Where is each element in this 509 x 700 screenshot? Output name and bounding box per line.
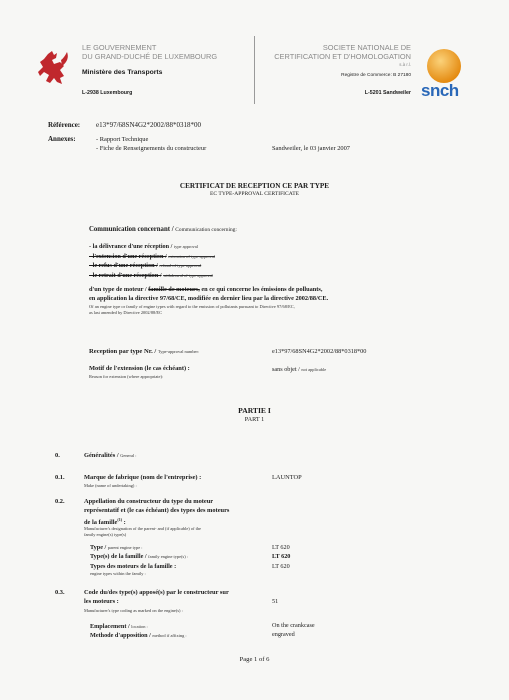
marking-method-label: Methode d'apposition / method if affixing :: [90, 632, 187, 639]
reference-value: e13*97/68SN4G2*2002/88*0318*00: [96, 121, 201, 129]
motif-label-en: Reason for extension (where appropriate):: [89, 374, 164, 379]
communication-item: - la délivrance d'une réception / type approval: [89, 243, 198, 250]
left-address: L-2938 Luxembourg: [82, 90, 133, 96]
page-number: Page 1 of 6: [239, 656, 270, 663]
reference-label: Référence:: [48, 121, 81, 129]
marking-location-value: On the crankcase: [272, 622, 315, 629]
header-divider: [254, 36, 255, 104]
family-engine-type-value: LT 620: [272, 553, 291, 560]
section-number: 0.2.: [55, 498, 65, 505]
certificate-title-en: EC TYPE-APPROVAL CERTIFICATE: [209, 191, 300, 197]
place-date: Sandweiler, le 03 janvier 2007: [272, 145, 351, 152]
government-title: LE GOUVERNEMENT DU GRAND-DUCHÉ DE LUXEMBOURG: [82, 43, 218, 61]
communication-item-struck: - le retrait d'une réception / withdrawal of type approval: [89, 271, 213, 279]
type-code-value: 51: [272, 598, 279, 605]
section-title: Marque de fabrique (nom de l'entreprise) :: [84, 474, 202, 481]
section-number: 0.1.: [55, 474, 65, 481]
ministry-name: Ministère des Transports: [82, 69, 163, 76]
right-address: L-5201 Sandweiler: [364, 90, 411, 96]
engine-types-within-family-value: LT 620: [272, 563, 290, 570]
section-number: 0.3.: [55, 589, 65, 596]
annexes-list: [96, 135, 206, 153]
section-title-en: Manufacturer's type coding as marked on the engine(s) :: [84, 608, 183, 613]
section-title: Code du/des type(s) apposé(s) par le constructeur sur les moteurs :: [84, 589, 229, 605]
engine-type-statement-en: Of an engine type or family of engine types with regard to the emission of pollutants pursuant to Directive 97/68/EC, as last amended by Directive 2002/88/EC: [89, 304, 295, 315]
communication-item-struck: - l'extension d'une réception / extension of type approval: [89, 252, 215, 260]
annex-item: - Rapport Technique: [96, 136, 149, 143]
registry-number: Registre de Commerce: B 27180: [341, 73, 411, 78]
parent-engine-type-label: Type / parent engine type :: [90, 544, 143, 551]
marking-location-label: Emplacement / location :: [90, 623, 148, 630]
snch-logo-text: snch: [421, 81, 459, 100]
annex-item: - Fiche de Renseignements du constructeur: [96, 145, 207, 152]
engine-types-within-family-label: Types des moteurs de la famille :: [90, 563, 177, 570]
annexes-label: Annexes:: [48, 135, 76, 143]
motif-value: sans objet / not applicable: [272, 366, 327, 373]
section-title-en: Make (name of undertaking) :: [84, 483, 137, 488]
section-number: 0.: [55, 452, 60, 459]
motif-label: Motif de l'extension (le cas échéant) :: [89, 365, 190, 372]
reception-number: e13*97/68SN4G2*2002/88*0318*00: [272, 348, 367, 355]
parent-engine-type-value: LT 620: [272, 544, 290, 551]
snch-company-form: s.à r.l.: [399, 62, 411, 67]
communication-list: [89, 242, 215, 280]
certificate-title: CERTIFICAT DE RECEPTION CE PAR TYPE: [179, 182, 330, 190]
reception-label: Reception par type Nr. / Type-approval number:: [89, 348, 200, 355]
section-title: Généralités / General :: [84, 452, 137, 459]
marking-method-value: engraved: [272, 631, 295, 638]
communication-heading: Communication concernant / Communication concerning:: [89, 226, 237, 233]
partie-title-en: PART 1: [244, 416, 265, 423]
luxembourg-lion-icon: [34, 48, 74, 88]
make-value: LAUNTOP: [272, 474, 302, 481]
partie-title: PARTIE I: [238, 406, 271, 415]
section-title-en: Manufacturer's designation of the parent- and (if applicable) of the family engine(s) type(s): [84, 526, 201, 537]
snch-title: SOCIETE NATIONALE DE CERTIFICATION ET D'HOMOLOGATION: [274, 43, 411, 61]
engine-type-statement: d'un type de moteur / famille de moteurs, en ce qui concerne les émissions de polluants, en application la directive 97/68/CE, modifiée en dernier lieu par la directive 2002/88/CE.: [89, 286, 329, 302]
family-engine-type-label: Type(s) de la famille / family engine type(s) :: [90, 553, 189, 560]
engine-types-within-family-label-en: engine types within the family :: [90, 571, 146, 576]
section-title: Appellation du constructeur du type du moteur représentatif et (le cas échéant) des types des moteurs de la famille$^{(1)}$ :: [84, 498, 230, 526]
communication-item-struck: - le refus d'une réception / refusal of type approval: [89, 262, 202, 270]
